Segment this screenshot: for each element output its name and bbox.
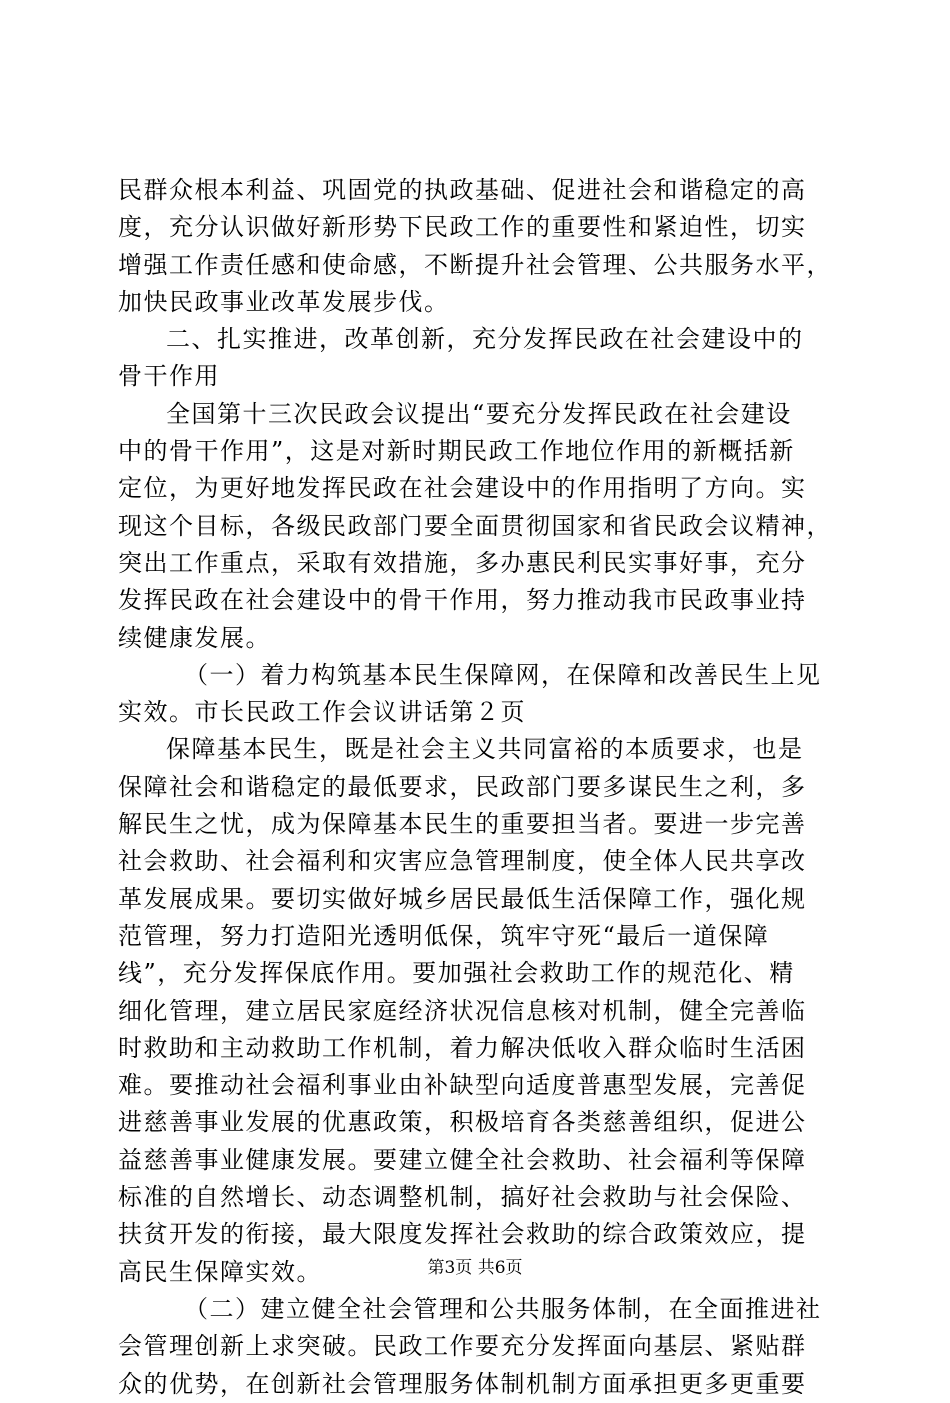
text-line: 革发展成果。要切实做好城乡居民最低生活保障工作，强化规 <box>118 884 807 913</box>
text-line: 全国第十三次民政会议提出“要充分发挥民政在社会建设 <box>166 399 792 428</box>
subsection-heading-line: 实效。市长民政工作会议讲话第２页 <box>118 698 526 727</box>
text-line: 众的优势，在创新社会管理服务体制机制方面承担更多更重要 <box>118 1369 807 1398</box>
text-line: 定位，为更好地发挥民政在社会建设中的作用指明了方向。实 <box>118 474 807 503</box>
text-line: 进慈善事业发展的优惠政策，积极培育各类慈善组织，促进公 <box>118 1108 807 1137</box>
text-line: 现这个目标，各级民政部门要全面贯彻国家和省民政会议精神， <box>118 511 832 540</box>
body-text <box>118 172 838 1403</box>
subsection-heading-line: （一）着力构筑基本民生保障网，在保障和改善民生上见 <box>184 660 822 689</box>
text-line: 时救助和主动救助工作机制，着力解决低收入群众临时生活困 <box>118 1033 807 1062</box>
text-line: 保障社会和谐稳定的最低要求，民政部门要多谋民生之利，多 <box>118 772 807 801</box>
text-line: 高民生保障实效。 <box>118 1257 322 1286</box>
section-heading-line: 骨干作用 <box>118 362 220 391</box>
page-number-footer: 第3页 共6页 <box>427 1258 523 1278</box>
text-line: 扶贫开发的衔接，最大限度发挥社会救助的综合政策效应，提 <box>118 1220 807 1249</box>
text-line: 保障基本民生，既是社会主义共同富裕的本质要求，也是 <box>166 735 804 764</box>
text-line: 细化管理，建立居民家庭经济状况信息核对机制，健全完善临 <box>118 996 807 1025</box>
text-line: 加快民政事业改革发展步伐。 <box>118 287 450 316</box>
text-line: 民群众根本利益、巩固党的执政基础、促进社会和谐稳定的高 <box>118 176 807 204</box>
text-line: 发挥民政在社会建设中的骨干作用，努力推动我市民政事业持 <box>118 586 807 615</box>
text-line: 标准的自然增长、动态调整机制，搞好社会救助与社会保险、 <box>118 1183 807 1212</box>
text-line: 突出工作重点，采取有效措施，多办惠民利民实事好事，充分 <box>118 548 807 577</box>
text-line: 益慈善事业健康发展。要建立健全社会救助、社会福利等保障 <box>118 1145 807 1174</box>
text-line: 中的骨干作用”，这是对新时期民政工作地位作用的新概括新 <box>118 437 795 466</box>
text-line: 难。要推动社会福利事业由补缺型向适度普惠型发展，完善促 <box>118 1071 807 1100</box>
text-line: 度，充分认识做好新形势下民政工作的重要性和紧迫性，切实 <box>118 213 807 242</box>
text-line: 社会救助、社会福利和灾害应急管理制度，使全体人民共享改 <box>118 847 807 876</box>
text-line: 续健康发展。 <box>118 623 271 652</box>
text-line: 范管理，努力打造阳光透明低保，筑牢守死“最后一道保障 <box>118 921 770 950</box>
section-heading-line: 二、扎实推进，改革创新，充分发挥民政在社会建设中的 <box>166 325 804 354</box>
text-line: 会管理创新上求突破。民政工作要充分发挥面向基层、紧贴群 <box>118 1332 807 1361</box>
subsection-heading-line: （二）建立健全社会管理和公共服务体制，在全面推进社 <box>184 1294 822 1323</box>
text-line: 解民生之忧，成为保障基本民生的重要担当者。要进一步完善 <box>118 810 807 839</box>
text-line: 线”，充分发挥保底作用。要加强社会救助工作的规范化、精 <box>118 959 795 988</box>
text-line: 增强工作责任感和使命感，不断提升社会管理、公共服务水平， <box>118 250 832 279</box>
